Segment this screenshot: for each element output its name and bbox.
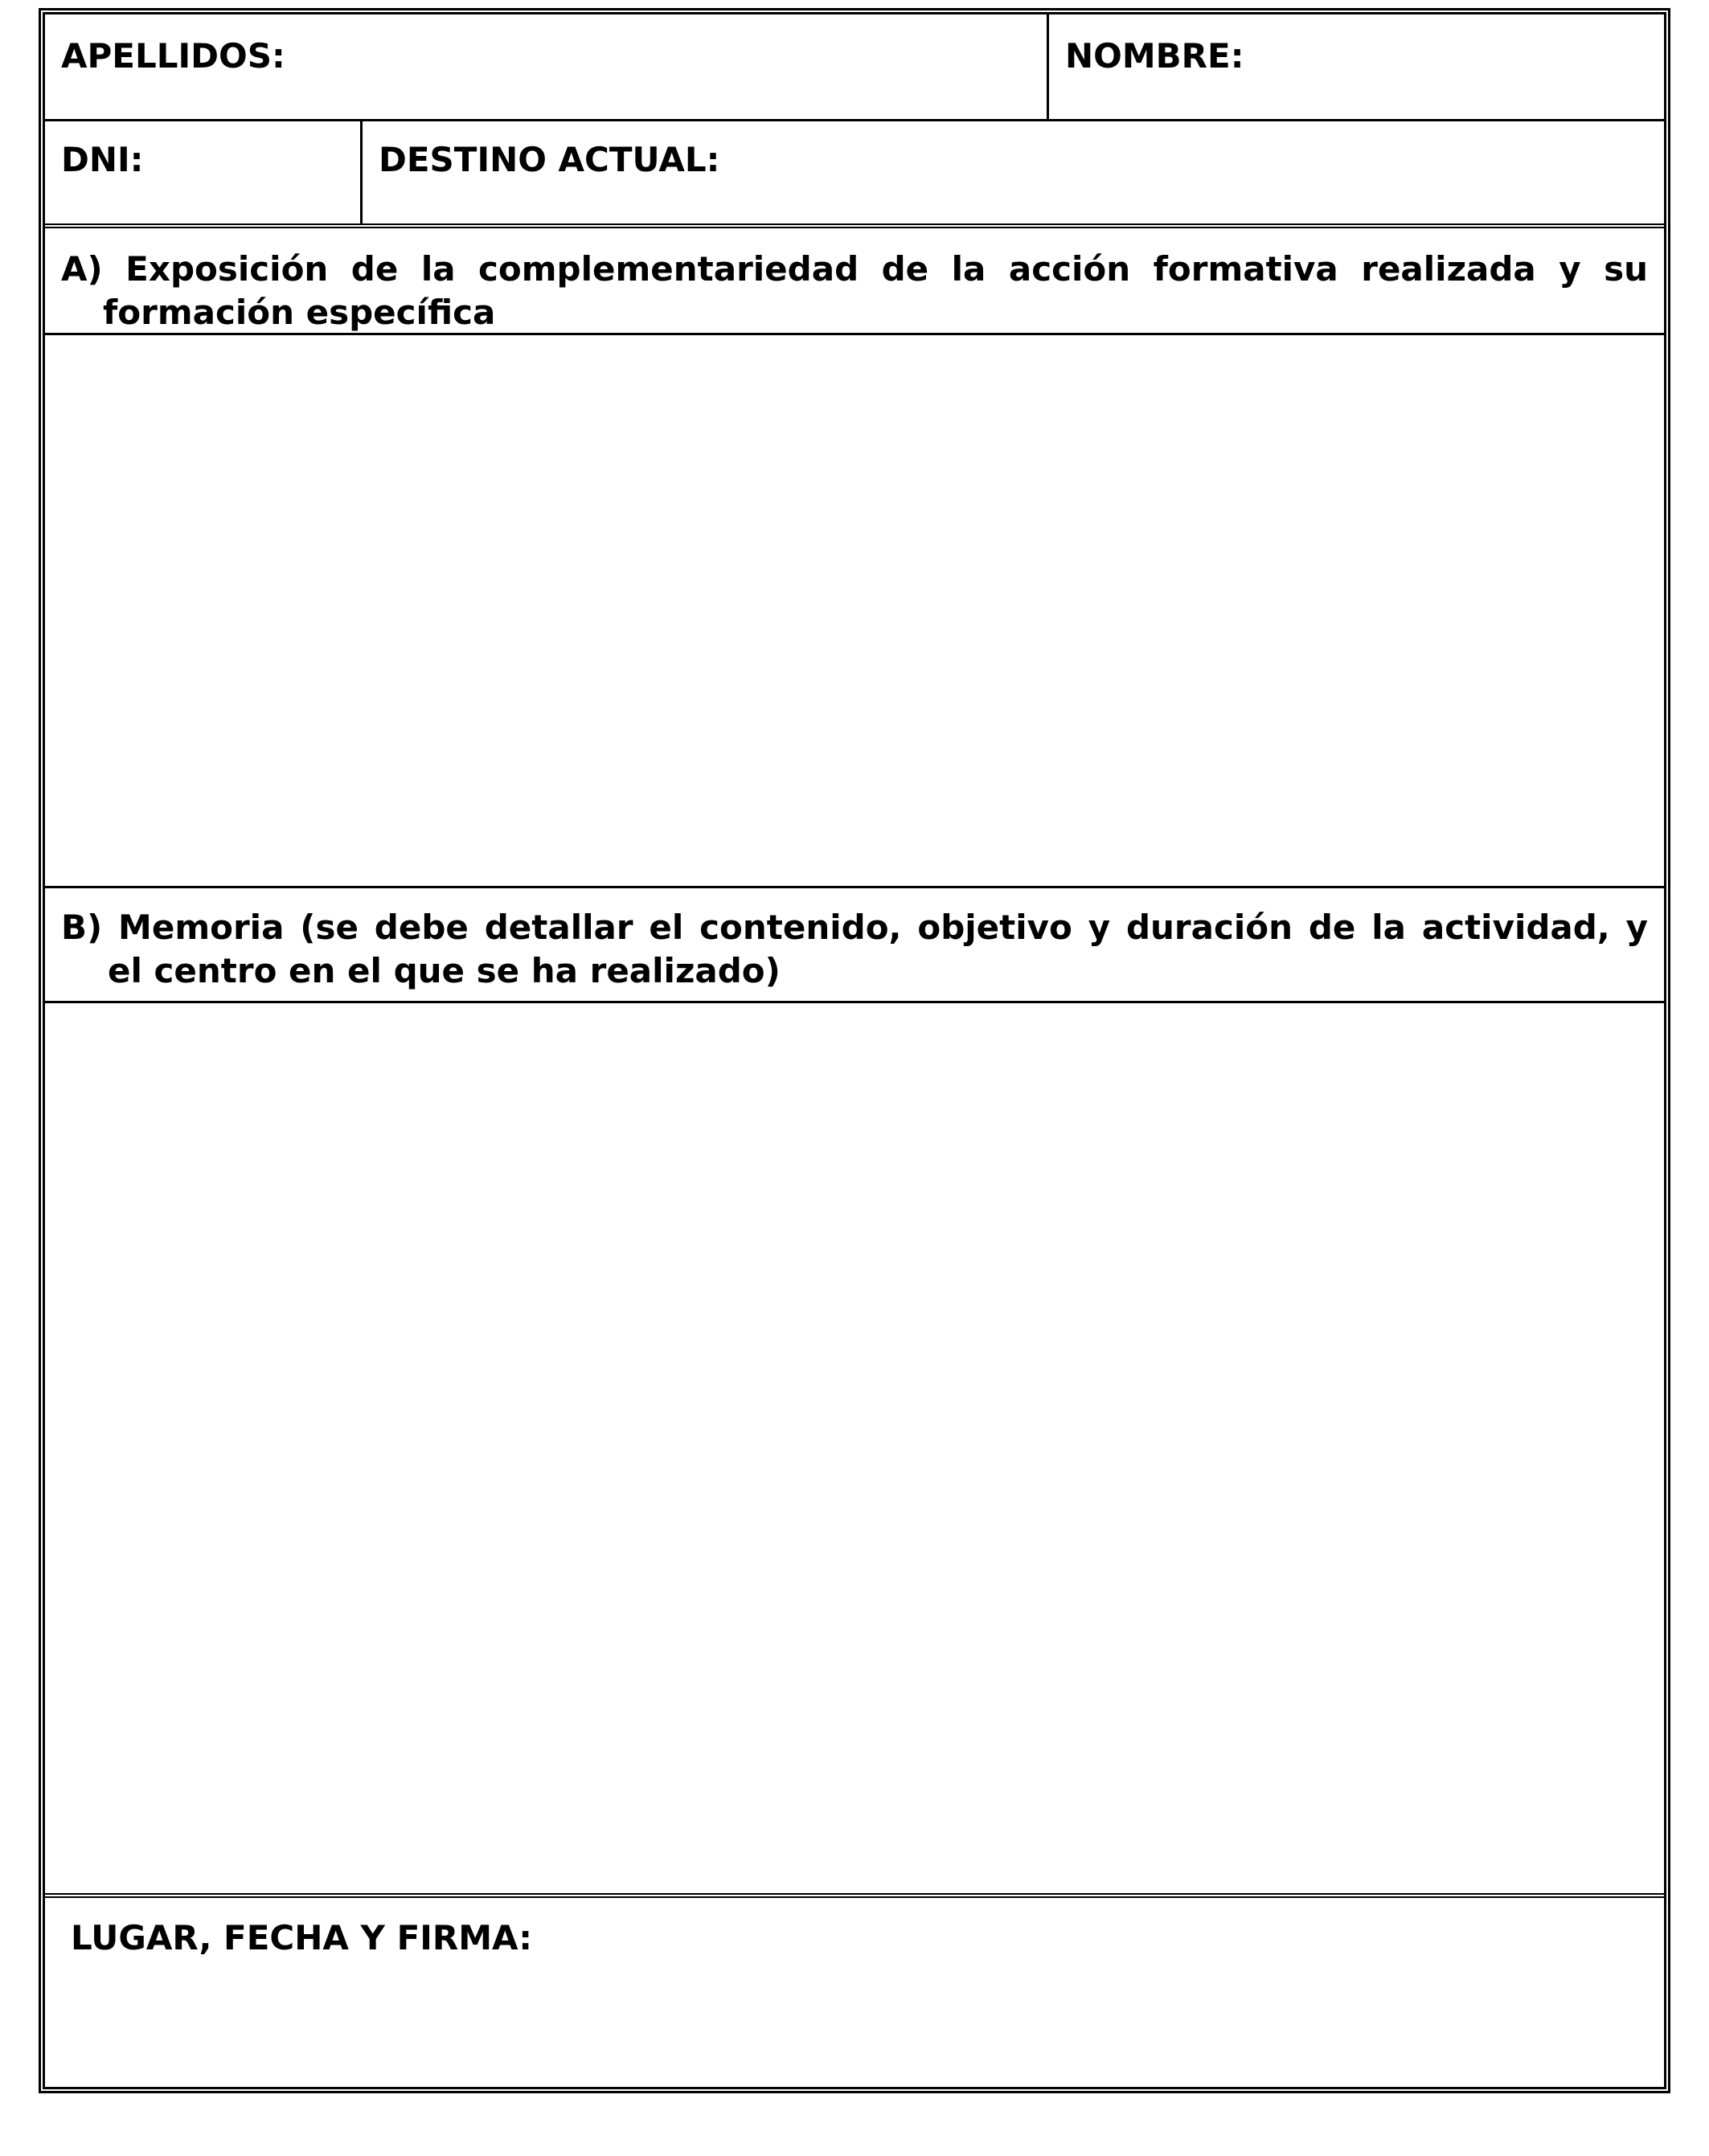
- application-form: [39, 8, 1670, 2093]
- section-b-heading-line2: el centro en el que se ha realizado): [108, 951, 781, 990]
- apellidos-label: APELLIDOS:: [61, 36, 285, 76]
- section-b-heading: [61, 906, 1648, 993]
- destino-actual-field[interactable]: [363, 121, 1664, 223]
- dni-label: DNI:: [61, 140, 144, 179]
- section-a-heading: [61, 248, 1648, 334]
- name-row: [45, 14, 1664, 119]
- signature-label: LUGAR, FECHA Y FIRMA:: [71, 1918, 533, 1957]
- section-b-heading-row: [45, 888, 1664, 1001]
- dni-field[interactable]: [45, 121, 360, 223]
- section-b-heading-line1: B) Memoria (se debe detallar el contenido, objetivo y duración de la actividad, y: [61, 908, 1648, 947]
- nombre-label: NOMBRE:: [1065, 36, 1244, 76]
- section-b-response-area[interactable]: [45, 1003, 1664, 1893]
- section-a-heading-line1: A) Exposición de la complementariedad de la acción formativa realizada y su: [61, 249, 1648, 289]
- section-a-heading-row: [45, 228, 1664, 333]
- apellidos-field[interactable]: [45, 14, 1047, 119]
- id-row: [45, 121, 1664, 223]
- signature-row[interactable]: [45, 1898, 1664, 2087]
- destino-actual-label: DESTINO ACTUAL:: [379, 140, 720, 179]
- section-a-heading-line2: formación específica: [103, 293, 496, 332]
- section-a-response-area[interactable]: [45, 335, 1664, 886]
- nombre-field[interactable]: [1049, 14, 1664, 119]
